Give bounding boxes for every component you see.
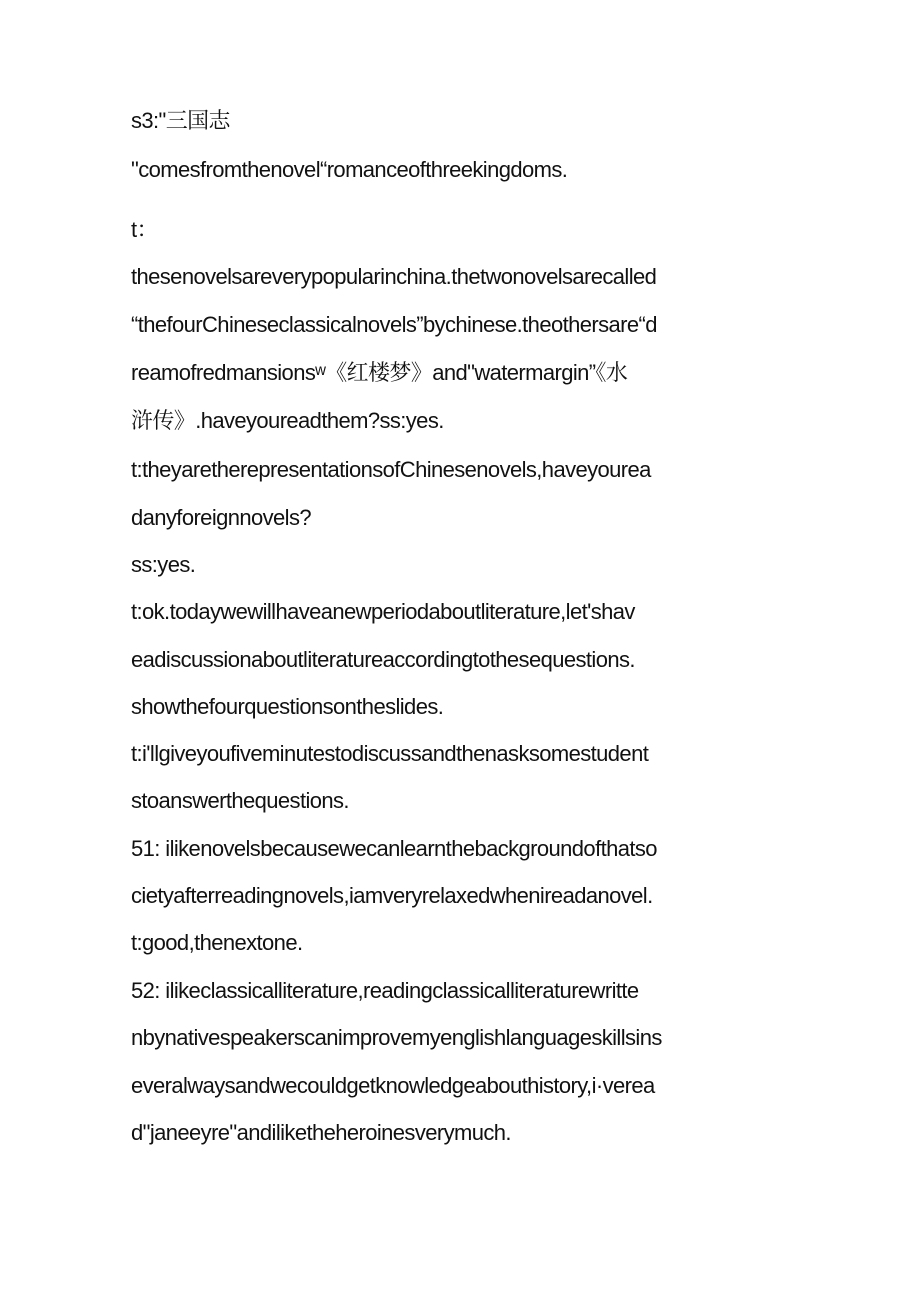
text-line: t： [131, 217, 158, 242]
text-line: 51: ilikenovelsbecausewecanlearnthebackgroundofthatso [131, 836, 657, 861]
text-line: t:ok.todaywewillhaveanewperiodaboutliterature,let'shav [131, 599, 635, 624]
text-line: t:i'llgiveyoufiveminutestodiscussandthenasksomestudent [131, 741, 649, 766]
text-line: ss:yes. [131, 552, 196, 577]
text-line: reamofredmansionsʷ《红楼梦》and"watermargin”《水 [131, 360, 628, 385]
text-line: showthefourquestionsontheslides. [131, 694, 444, 719]
text-line: stoanswerthequestions. [131, 788, 349, 813]
text-line: eadiscussionaboutliteratureaccordingtothesequestions. [131, 647, 635, 672]
text-line: everalwaysandwecouldgetknowledgeabouthistory,i·verea [131, 1073, 655, 1098]
text-line: nbynativespeakerscanimprovemyenglishlanguageskillsins [131, 1025, 662, 1050]
text-line: thesenovelsareverypopularinchina.thetwonovelsarecalled [131, 264, 657, 289]
text-line: danyforeignnovels? [131, 505, 312, 530]
text-line: d"janeeyre"andiliketheheroinesverymuch. [131, 1120, 511, 1145]
text-line: cietyafterreadingnovels,iamveryrelaxedwhenireadanovel. [131, 883, 653, 908]
text-line: 浒传》.haveyoureadthem?ss:yes. [131, 408, 444, 433]
text-line: s3:"三国志 [131, 108, 230, 133]
text-line: t:good,thenextone. [131, 930, 303, 955]
text-line: “thefourChineseclassicalnovels”bychinese.theothersare“d [131, 312, 657, 337]
text-line: "comesfromthenovel“romanceofthreekingdoms. [131, 157, 568, 182]
text-line: t:theyaretherepresentationsofChinesenovels,haveyourea [131, 457, 651, 482]
text-line: 52: ilikeclassicalliterature,readingclassicalliteraturewritte [131, 978, 639, 1003]
